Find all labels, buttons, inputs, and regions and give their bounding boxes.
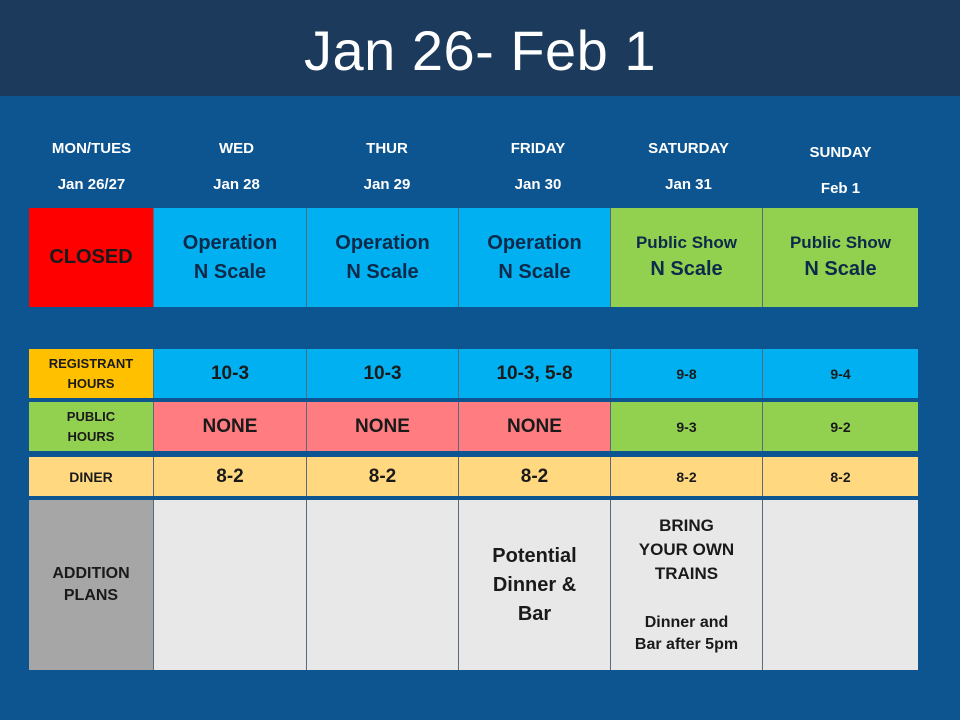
hours-value: 8-2 xyxy=(368,465,397,487)
day-header-mon-tues xyxy=(29,138,154,202)
day-header-friday xyxy=(459,138,617,202)
hours-value: NONE xyxy=(202,415,258,437)
registrant-hours-thur xyxy=(307,349,459,398)
day-name: FRIDAY xyxy=(510,140,566,157)
hours-value: 9-3 xyxy=(676,418,697,435)
label-text: DINER xyxy=(69,468,113,485)
activity-line2: N Scale xyxy=(193,260,267,283)
addition-plans-sunday xyxy=(763,500,918,670)
activity-line1: CLOSED xyxy=(49,246,133,268)
activity-line1: Operation xyxy=(182,231,278,254)
day-date: Jan 28 xyxy=(213,176,260,193)
public-hours-saturday xyxy=(611,402,763,451)
registrant-hours-wed xyxy=(154,349,307,398)
day-name: WED xyxy=(219,140,254,157)
label-line2: HOURS xyxy=(67,375,115,391)
addition-plans-saturday xyxy=(611,500,763,670)
activity-line2: N Scale xyxy=(804,258,877,280)
public-hours-thur xyxy=(307,402,459,451)
addition-plans-thur xyxy=(307,500,459,670)
hours-value: 10-3, 5-8 xyxy=(496,362,573,384)
diner-hours-sunday xyxy=(763,457,918,496)
hours-value: 9-2 xyxy=(830,418,851,435)
registrant-hours-label xyxy=(29,349,154,398)
page-title: Jan 26- Feb 1 xyxy=(303,18,657,82)
diner-hours-saturday xyxy=(611,457,763,496)
activity-cell-closed xyxy=(29,208,154,307)
hours-value: 8-2 xyxy=(676,468,697,485)
hours-value: 9-4 xyxy=(830,365,851,382)
activity-line2: N Scale xyxy=(346,260,419,283)
activity-line1: Operation xyxy=(335,231,430,254)
day-header-thur xyxy=(307,138,467,202)
diner-hours-thur xyxy=(307,457,459,496)
hours-value: 10-3 xyxy=(363,362,402,384)
activity-line2: N Scale xyxy=(498,260,571,283)
label-line2: PLANS xyxy=(63,587,119,604)
hours-value: NONE xyxy=(507,415,562,437)
label-line1: PUBLIC xyxy=(66,408,116,424)
hours-value: NONE xyxy=(355,415,410,437)
activity-cell-friday xyxy=(459,208,611,307)
title-bar xyxy=(0,0,960,96)
plan-line: YOUR OWN xyxy=(638,540,735,559)
day-date: Jan 29 xyxy=(363,176,411,193)
activity-cell-thur xyxy=(307,208,459,307)
day-date: Jan 26/27 xyxy=(57,176,126,193)
diner-label xyxy=(29,457,154,496)
plan-line: BRING xyxy=(659,516,714,535)
activity-cell-saturday xyxy=(611,208,763,307)
public-hours-friday xyxy=(459,402,611,451)
addition-plans-label xyxy=(29,500,154,670)
plan-line: TRAINS xyxy=(654,564,719,583)
activity-cell-wed xyxy=(154,208,307,307)
activity-line1: Public Show xyxy=(635,233,738,252)
day-date: Feb 1 xyxy=(820,180,861,197)
day-header-sunday xyxy=(763,138,918,202)
registrant-hours-saturday xyxy=(611,349,763,398)
day-header-wed xyxy=(154,138,319,202)
public-hours-sunday xyxy=(763,402,918,451)
addition-plans-friday xyxy=(459,500,611,670)
day-date: Jan 31 xyxy=(665,176,712,193)
activity-cell-sunday xyxy=(763,208,918,307)
activity-line2: N Scale xyxy=(650,258,723,280)
addition-plans-wed xyxy=(154,500,307,670)
registrant-hours-friday xyxy=(459,349,611,398)
hours-value: 9-8 xyxy=(676,365,697,382)
plan-line: Dinner & xyxy=(492,573,577,596)
day-name: MON/TUES xyxy=(51,140,132,157)
day-date: Jan 30 xyxy=(514,176,562,193)
day-name: SATURDAY xyxy=(648,140,729,157)
plan-subline: Bar after 5pm xyxy=(634,636,739,653)
hours-value: 10-3 xyxy=(210,362,250,384)
diner-hours-friday xyxy=(459,457,611,496)
day-name: SUNDAY xyxy=(809,144,872,161)
public-hours-wed xyxy=(154,402,307,451)
activity-line1: Operation xyxy=(487,231,582,254)
plan-line: Bar xyxy=(517,602,552,625)
plan-line: Potential xyxy=(492,544,577,567)
hours-value: 8-2 xyxy=(830,468,851,485)
hours-value: 8-2 xyxy=(216,465,244,487)
plan-subline: Dinner and xyxy=(644,614,729,631)
public-hours-label xyxy=(29,402,154,451)
label-line1: REGISTRANT xyxy=(48,355,134,371)
diner-hours-wed xyxy=(154,457,307,496)
day-name: THUR xyxy=(366,140,408,157)
day-header-saturday xyxy=(611,138,766,202)
label-line1: ADDITION xyxy=(52,565,130,582)
label-line2: HOURS xyxy=(67,428,115,444)
registrant-hours-sunday xyxy=(763,349,918,398)
activity-line1: Public Show xyxy=(789,233,892,252)
hours-value: 8-2 xyxy=(520,465,549,487)
